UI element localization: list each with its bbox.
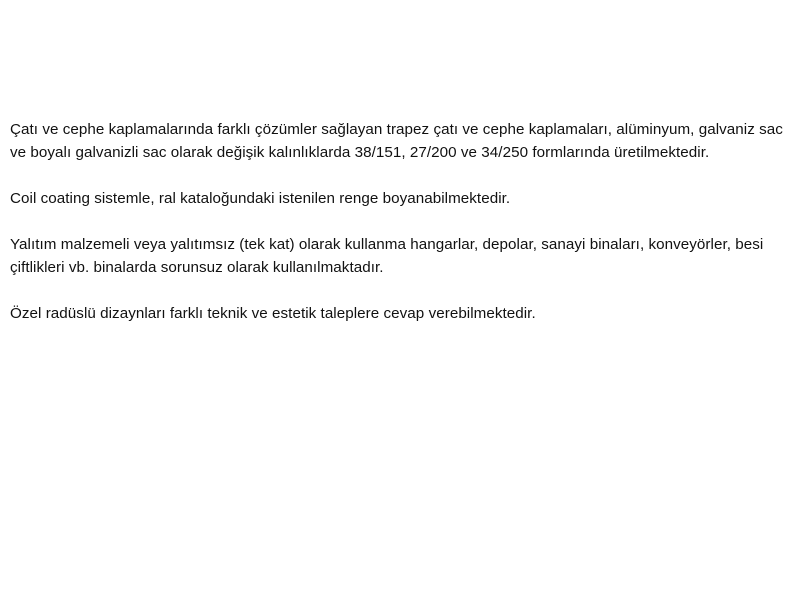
paragraph-special-designs: Özel radüslü dizaynları farklı teknik ve estetik taleplere cevap verebilmektedir. bbox=[10, 305, 536, 322]
paragraph-trapez-description: Çatı ve cephe kaplamalarında farklı çözümler sağlayan trapez çatı ve cephe kaplamaları, alüminyum, galvaniz sac ve boyalı galvanizli sac olarak değişik kalınlıklarda 38/151, 27/200 ve 34/250 formlarında üretilmektedir. bbox=[10, 121, 783, 161]
paragraph-usage-areas: Yalıtım malzemeli veya yalıtımsız (tek kat) olarak kullanma hangarlar, depolar, sanayi binaları, konveyörler, besi çiftlikleri vb. binalarda sorunsuz olarak kullanılmaktadır. bbox=[10, 236, 764, 276]
paragraph-coil-coating: Coil coating sistemle, ral kataloğundaki istenilen renge boyanabilmektedir. bbox=[10, 190, 511, 207]
document-body bbox=[10, 118, 798, 325]
